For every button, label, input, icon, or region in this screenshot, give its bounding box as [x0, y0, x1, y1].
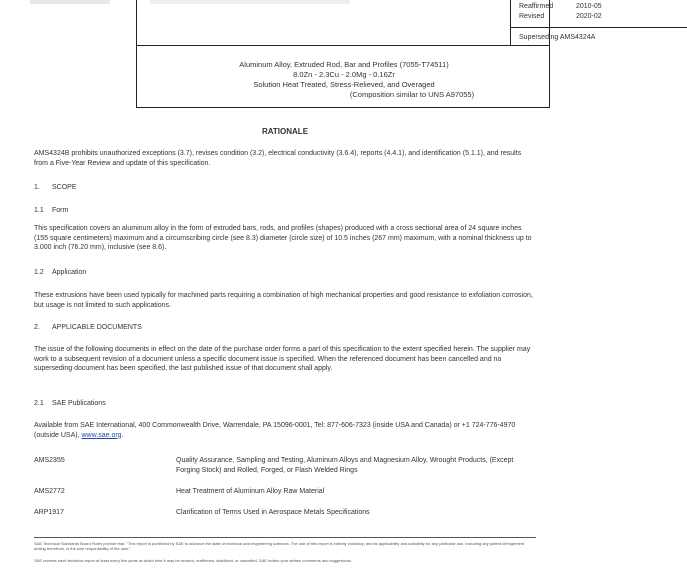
reference-id: ARP1917	[34, 509, 64, 516]
sae-publications-number: 2.1	[34, 400, 44, 407]
application-label: Application	[52, 269, 87, 276]
reaffirmed-value: 2010-05	[576, 3, 602, 10]
form-heading	[34, 207, 68, 214]
superseding-text: Superseding AMS4324A	[519, 34, 596, 41]
application-heading	[34, 269, 86, 276]
application-text: These extrusions have been used typically for machined parts requiring a combination of high mechanical properties and good resistance to exfoliation corrosion, but usage is not limited to such applications.	[34, 292, 533, 309]
revised-label: Revised	[519, 13, 545, 20]
title-line-1: Aluminum Alloy, Extruded Rod, Bar and Profiles (7055-T74511)	[239, 60, 449, 69]
application-number: 1.2	[34, 269, 44, 276]
reference-description: Quality Assurance, Sampling and Testing, Aluminum Alloys and Magnesium Alloy, Wrought Products, (Except Forging Stock) and Rolled, Forged, or Flash Welded Rings	[176, 457, 514, 474]
form-number: 1.1	[34, 207, 44, 214]
footer-review-note: SAE reviews each technical report at least every five years at which time it may be revised, reaffirmed, stabilized, or cancelled. SAE invites your written comments and suggestions.	[34, 558, 353, 563]
metadata-divider	[511, 27, 687, 28]
reference-id: AMS2355	[34, 457, 65, 464]
reference-description: Heat Treatment of Aluminum Alloy Raw Material	[176, 488, 325, 495]
sae-website-link[interactable]: www.sae.org	[81, 431, 122, 439]
reaffirmed-label: Reaffirmed	[519, 3, 554, 10]
footer-divider	[34, 537, 536, 538]
applicable-documents-text: The issue of the following documents in effect on the date of the purchase order forms a part of this specification to the extent specified herein. The supplier may work to a subsequent revision of a document unless a specific document issue is specified. When the referenced document has been cancelled and no superseding document has been specified, the last published issue of that document shall apply.	[34, 346, 531, 373]
title-line-4: (Composition similar to UNS A97055)	[349, 90, 475, 99]
sae-publications-text	[34, 421, 536, 440]
applicable-documents-heading	[34, 324, 142, 331]
title-line-3: Solution Heat Treated, Stress-Relieved, and Overaged	[253, 80, 435, 89]
rationale-heading: RATIONALE	[261, 127, 309, 136]
revised-value: 2020-02	[576, 13, 602, 20]
scope-heading	[34, 184, 77, 191]
title-box	[136, 46, 550, 108]
rationale-text: AMS4324B prohibits unauthorized exceptions (3.7), revises condition (3.2), electrical conductivity (3.6.4), reports (4.4.1), and identification (5.1.1), and results from a Five-Year Review and update of this specification.	[34, 150, 522, 167]
top-decoration-left	[30, 0, 110, 4]
form-label: Form	[52, 207, 69, 214]
header-box	[136, 0, 602, 46]
revised-row	[519, 13, 602, 20]
sae-text-end: .	[121, 431, 124, 439]
applicable-documents-number: 2.	[34, 324, 40, 331]
reference-id: AMS2772	[34, 488, 65, 495]
sae-publications-label: SAE Publications	[52, 400, 106, 407]
reference-description: Clarification of Terms Used in Aerospace Metals Specifications	[176, 509, 370, 516]
scope-number: 1.	[34, 184, 40, 191]
title-line-2: 8.0Zn - 2.3Cu - 2.0Mg - 0.16Zr	[293, 70, 395, 79]
applicable-documents-label: APPLICABLE DOCUMENTS	[52, 324, 142, 331]
reaffirmed-row	[519, 3, 602, 10]
sae-address-text: Available from SAE International, 400 Commonwealth Drive, Warrendale, PA 15096-0001, Tel: 877-606-7323 (inside USA and Canada) or +1 724-776-4970 (outside USA),	[34, 422, 516, 439]
form-text: This specification covers an aluminum alloy in the form of extruded bars, rods, and profiles (shapes) produced with a cross sectional area of 24 square inches (155 square centimeters) maximum and a circumscribing circle (see 8.3) diameter (circle size) of 10.5 inches (267 mm) maximum, with a nominal thickness up to 3.000 inch (76.20 mm), inclusive (see 8.6).	[34, 225, 532, 252]
scope-label: SCOPE	[52, 184, 77, 191]
document-metadata	[510, 0, 687, 46]
sae-publications-heading	[34, 400, 106, 407]
footer-disclaimer: SAE Technical Standards Board Rules provide that: "This report is published by SAE to advance the state of technical and engineering sciences. The use of this report is entirely voluntary, and its applicability and suitability for any particular use, including any patent infringement arising therefrom, is the sole responsibility of the user."	[34, 541, 525, 551]
